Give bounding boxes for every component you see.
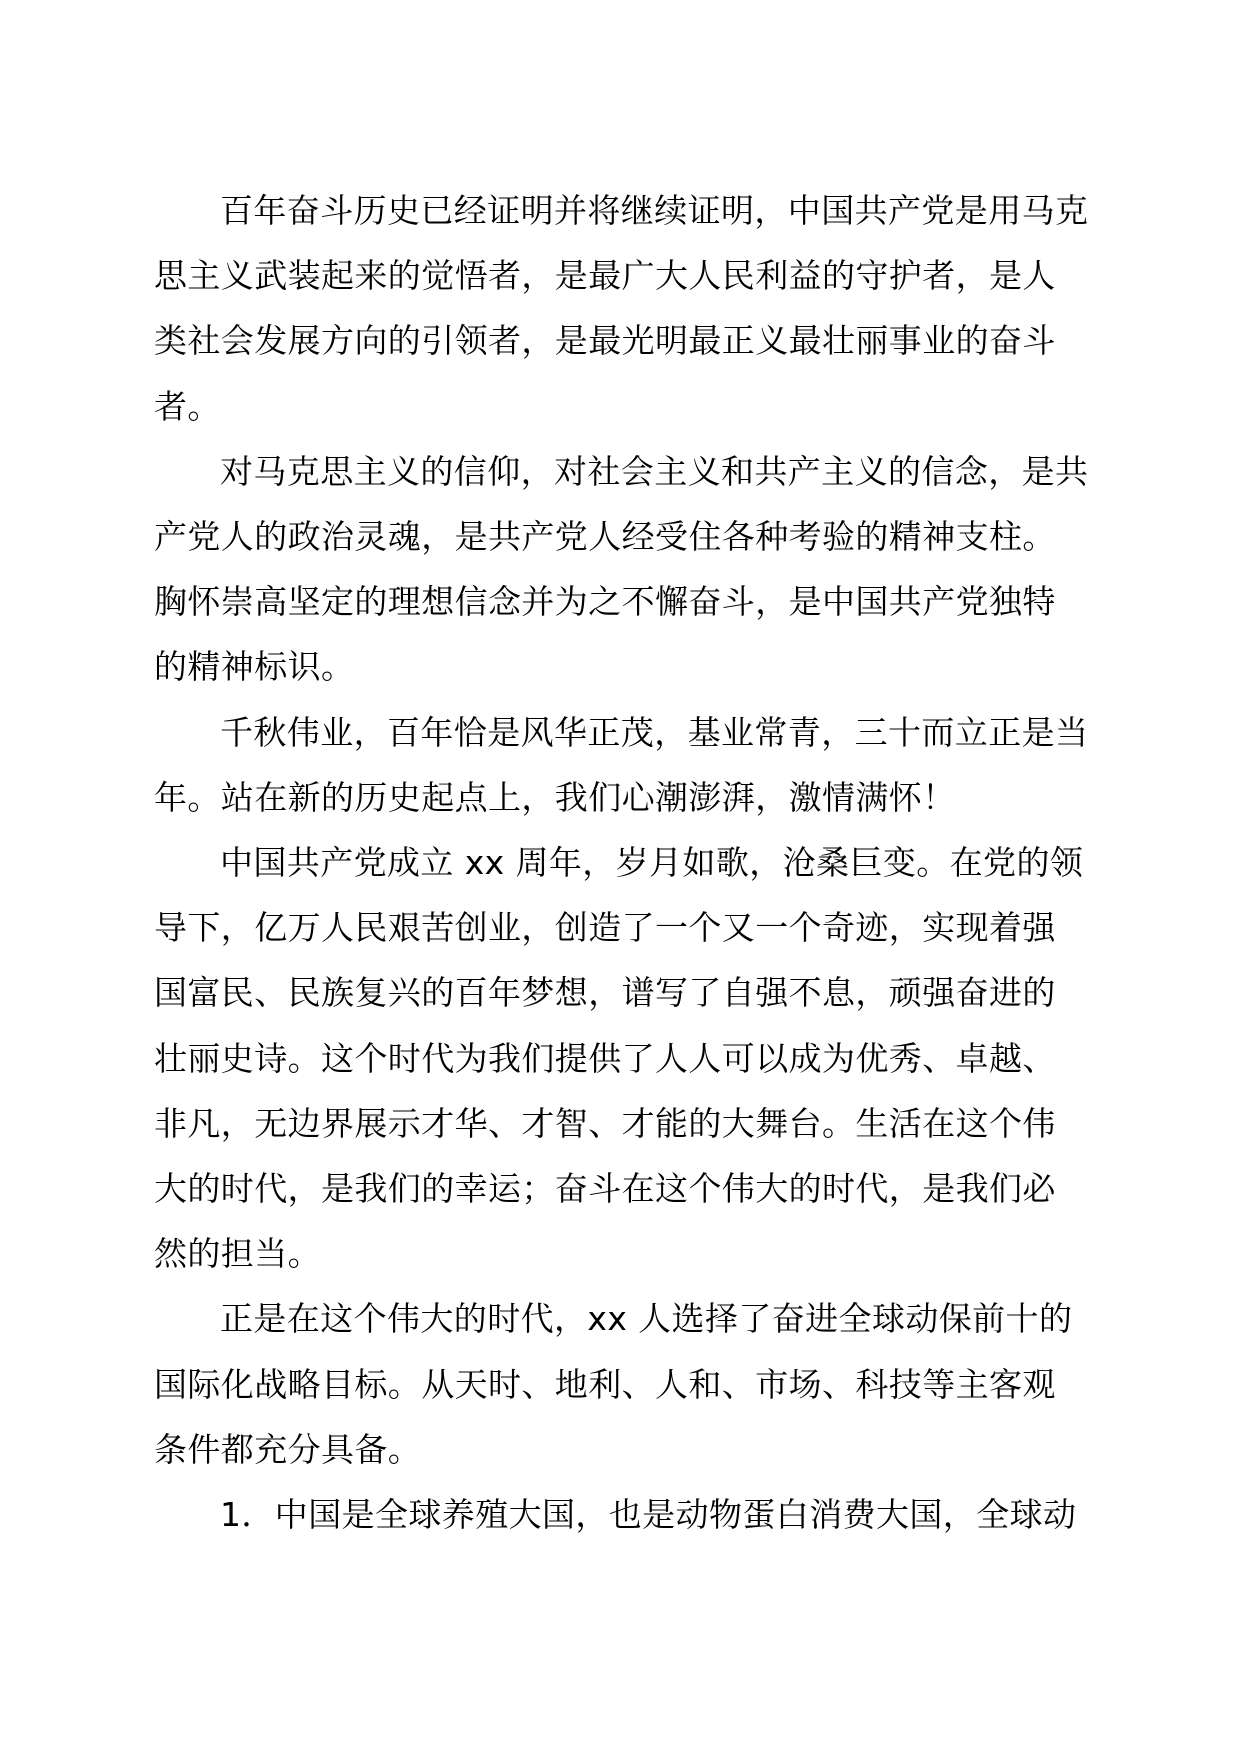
paragraph-6: 1．中国是全球养殖大国，也是动物蛋白消费大国，全球动 [220, 1495, 1077, 1535]
paragraph-4: 中国共产党成立 xx 周年，岁月如歌，沧桑巨变。在党的领导下，亿万人民艰苦创业，创造了一个又一个奇迹，实现着强国富民、民族复兴的百年梦想，谱写了自强不息，顽强奋进的壮丽史诗。这个时代为我们提供了人人可以成为优秀、卓越、非凡，无边界展示才华、才智、才能的大舞台。生活在这个伟大的时代，是我们的幸运；奋斗在这个伟大的时代，是我们必然的担当。 [154, 843, 1084, 1274]
paragraph-5: 正是在这个伟大的时代，xx 人选择了奋进全球动保前十的国际化战略目标。从天时、地利、人和、市场、科技等主客观条件都充分具备。 [154, 1299, 1073, 1469]
paragraph-2: 对马克思主义的信仰，对社会主义和共产主义的信念，是共产党人的政治灵魂，是共产党人经受住各种考验的精神支柱。胸怀崇高坚定的理想信念并为之不懈奋斗，是中国共产党独特的精神标识。 [154, 451, 1089, 687]
document-body [154, 178, 1089, 1547]
paragraph-3: 千秋伟业，百年恰是风华正茂，基业常青，三十而立正是当年。站在新的历史起点上，我们心潮澎湃，激情满怀！ [154, 712, 1089, 817]
paragraph-1: 百年奋斗历史已经证明并将继续证明，中国共产党是用马克思主义武装起来的觉悟者，是最广大人民利益的守护者，是人类社会发展方向的引领者，是最光明最正义最壮丽事业的奋斗者。 [154, 191, 1089, 426]
